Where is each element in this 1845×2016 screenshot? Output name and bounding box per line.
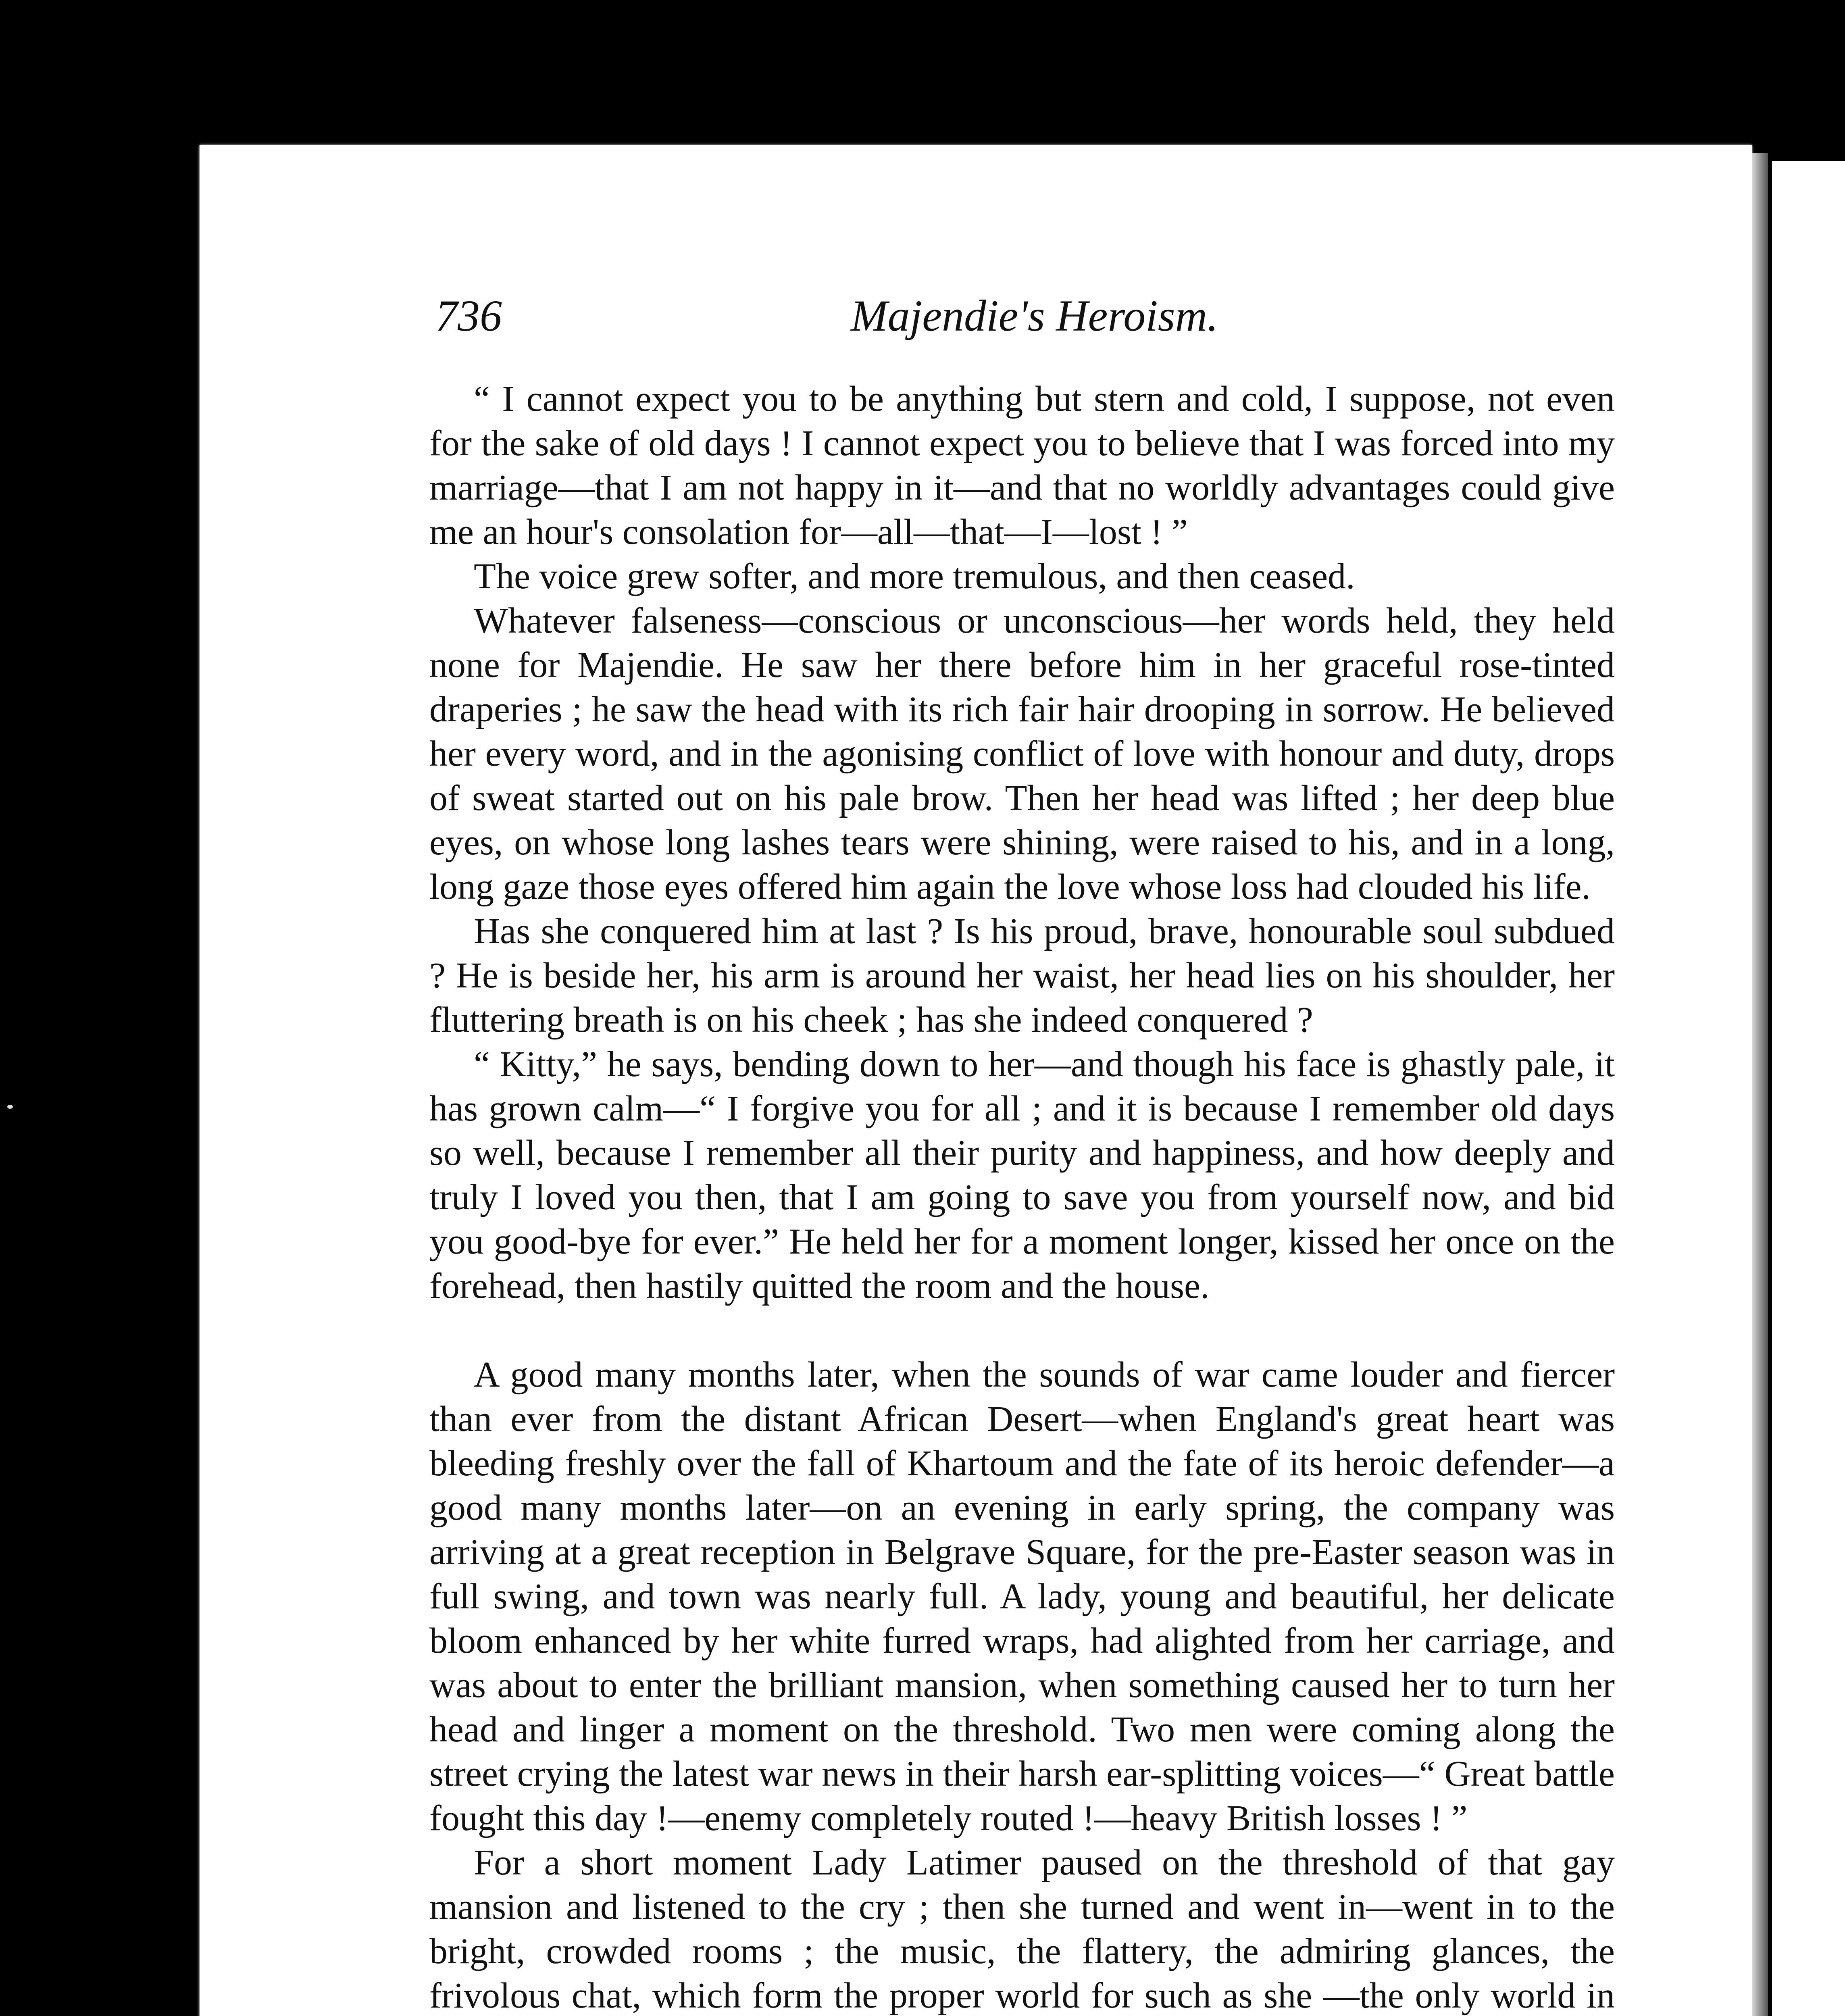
page-body	[429, 377, 1615, 2016]
paragraph: “ I cannot expect you to be anything but stern and cold, I suppose, not even for the sake of old days ! I cannot expect you to believe that I was forced into my marriage—that I am not happy in it—and that no worldly advantages could give me an hour's consolation for—all—that—I—lost ! ”	[429, 379, 1615, 552]
scan-speck	[7, 1105, 13, 1109]
page-number: 736	[435, 291, 502, 340]
running-title: Majendie's Heroism.	[851, 291, 1218, 340]
paragraph: A good many months later, when the sounds of war came louder and fiercer than ever from the distant African Desert—when England's great heart was bleeding freshly over the fall of Khartoum and the fate of its heroic defender—a good many months later—on an evening in early spring, the company was arriving at a great reception in Belgrave Square, for the pre-Easter season was in full swing, and town was nearly full. A lady, young and beautiful, her delicate bloom enhanced by her white furred wraps, had alighted from her carriage, and was about to enter the brilliant mansion, when something caused her to turn her head and linger a moment on the threshold. Two men were coming along the street crying the latest war news in their harsh ear-splitting voices—“ Great battle fought this day !—enemy completely routed !—heavy British losses ! ”	[429, 1355, 1615, 1838]
paragraph: For a short moment Lady Latimer paused on the threshold of that gay mansion and listened to the cry ; then she turned and went in—went in to the bright, crowded rooms ; the music, the flattery, the admiring glances, the frivolous chat, which form the proper world for such as she —the only world in	[429, 1843, 1615, 2016]
paragraph: Has she conquered him at last ? Is his proud, brave, honourable soul subdued ? He is beside her, his arm is around her waist, her head lies on his shoulder, her fluttering breath is on his cheek ; has she indeed conquered ?	[429, 911, 1615, 1040]
facing-page	[1772, 161, 1845, 2016]
paragraph: The voice grew softer, and more tremulous, and then ceased.	[474, 556, 1355, 596]
paragraph: “ Kitty,” he says, bending down to her—and though his face is ghastly pale, it has grown calm—“ I forgive you for all ; and it is because I remember old days so well, because I remember all their purity and happiness, and how deeply and truly I loved you then, that I am going to save you from yourself now, and bid you good-bye for ever.” He held her for a moment longer, kissed her once on the forehead, then hastily quitted the room and the house.	[429, 1044, 1615, 1306]
page-gutter-shadow	[1752, 153, 1768, 2016]
page-header	[435, 290, 1242, 347]
paragraph: Whatever falseness—conscious or unconscious—her words held, they held none for Majendie. He saw her there before him in her graceful rose-tinted draperies ; he saw the head with its rich fair hair drooping in sorrow. He believed her every word, and in the agonising conflict of love with honour and duty, drops of sweat started out on his pale brow. Then her head was lifted ; her deep blue eyes, on whose long lashes tears were shining, were raised to his, and in a long, long gaze those eyes offered him again the love whose loss had clouded his life.	[429, 601, 1615, 907]
